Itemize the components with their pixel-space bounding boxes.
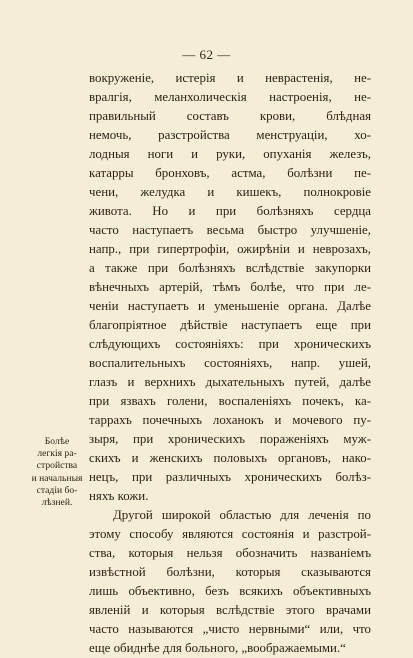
paragraph-start-line: Другой широкой областью для леченія по <box>113 508 371 522</box>
page-number: — 62 — <box>182 47 231 62</box>
text-line: лодныя ноги и руки, опуханія железъ, <box>89 147 371 161</box>
text-line: этому способу являются состоянія и разстрой- <box>89 527 371 541</box>
text-line: лишь объективно, безъ всякихъ объективныхъ <box>89 584 371 598</box>
text-line: ства, которыя нельзя обозначить названіемъ <box>89 546 371 560</box>
text-line: нецъ, при различныхъ хроническихъ болѣз- <box>89 470 371 484</box>
text-line: чени, желудка и кишекъ, полнокровіе <box>89 185 371 199</box>
text-line: извѣстной болѣзни, которыя сказываются <box>89 565 371 579</box>
text-line: глазъ и верхнихъ дыхательныхъ путей, далѣе <box>89 375 371 389</box>
text-line: вралгія, меланхолическія настроенія, не- <box>89 90 371 104</box>
marginal-note-line: стройства <box>36 460 78 472</box>
marginal-note-line: стадіи бо- <box>36 484 78 496</box>
marginal-note-line: легкія ра- <box>37 448 77 460</box>
text-line: явленій и которыя вслѣдствіе этого врачами <box>89 603 371 617</box>
marginal-note-line: и начальныя <box>31 472 83 484</box>
text-line: часто называются „чисто нервными“ или, что <box>89 622 371 636</box>
text-line: ченіи наступаетъ и уменьшеніе органа. Далѣе <box>89 299 371 313</box>
marginal-note-line: Болѣе <box>44 436 70 447</box>
text-line: катарры бронховъ, астма, болѣзни пе- <box>89 166 371 180</box>
marginal-note <box>30 436 84 509</box>
text-line: напр., при гипертрофіи, ожирѣніи и неврозахъ, <box>89 242 371 256</box>
text-line: благопріятное дѣйствіе наступаетъ еще при <box>89 318 371 332</box>
text-line: слѣдующихъ состояніяхъ: при хроническихъ <box>89 337 371 351</box>
text-line: зыря, при хроническихъ пораженіяхъ муж- <box>89 432 371 446</box>
marginal-note-line: лѣзней. <box>41 497 73 509</box>
text-line: скихъ и женскихъ половыхъ органовъ, нако- <box>89 451 371 465</box>
text-line: а также при болѣзняхъ вслѣдствіе закупорки <box>89 261 371 275</box>
text-line: при язвахъ голени, воспаленіяхъ почекъ, ка- <box>89 394 371 408</box>
text-line: часто наступаетъ весьма быстро улучшеніе, <box>89 223 371 237</box>
text-line: правильный составъ крови, блѣдная <box>89 109 371 123</box>
text-line: живота. Но и при болѣзняхъ сердца <box>89 204 371 218</box>
text-line: воспалительныхъ состояніяхъ, напр. ушей, <box>89 356 371 370</box>
text-line: вѣнечныхъ артерій, тѣмъ болѣе, что при ле- <box>89 280 371 294</box>
text-line: немочь, разстройства менструаціи, хо- <box>89 128 371 142</box>
body-text <box>89 69 371 658</box>
text-line: вокруженіе, истерія и неврастенія, не- <box>89 71 371 85</box>
paragraph-end-line: няхъ кожи. <box>89 489 149 503</box>
paragraph-end-line: еще обиднѣе для больного, „воображаемыми.“ <box>89 641 346 655</box>
text-line: таррахъ почечныхъ лоханокъ и мочевого пу- <box>89 413 371 427</box>
